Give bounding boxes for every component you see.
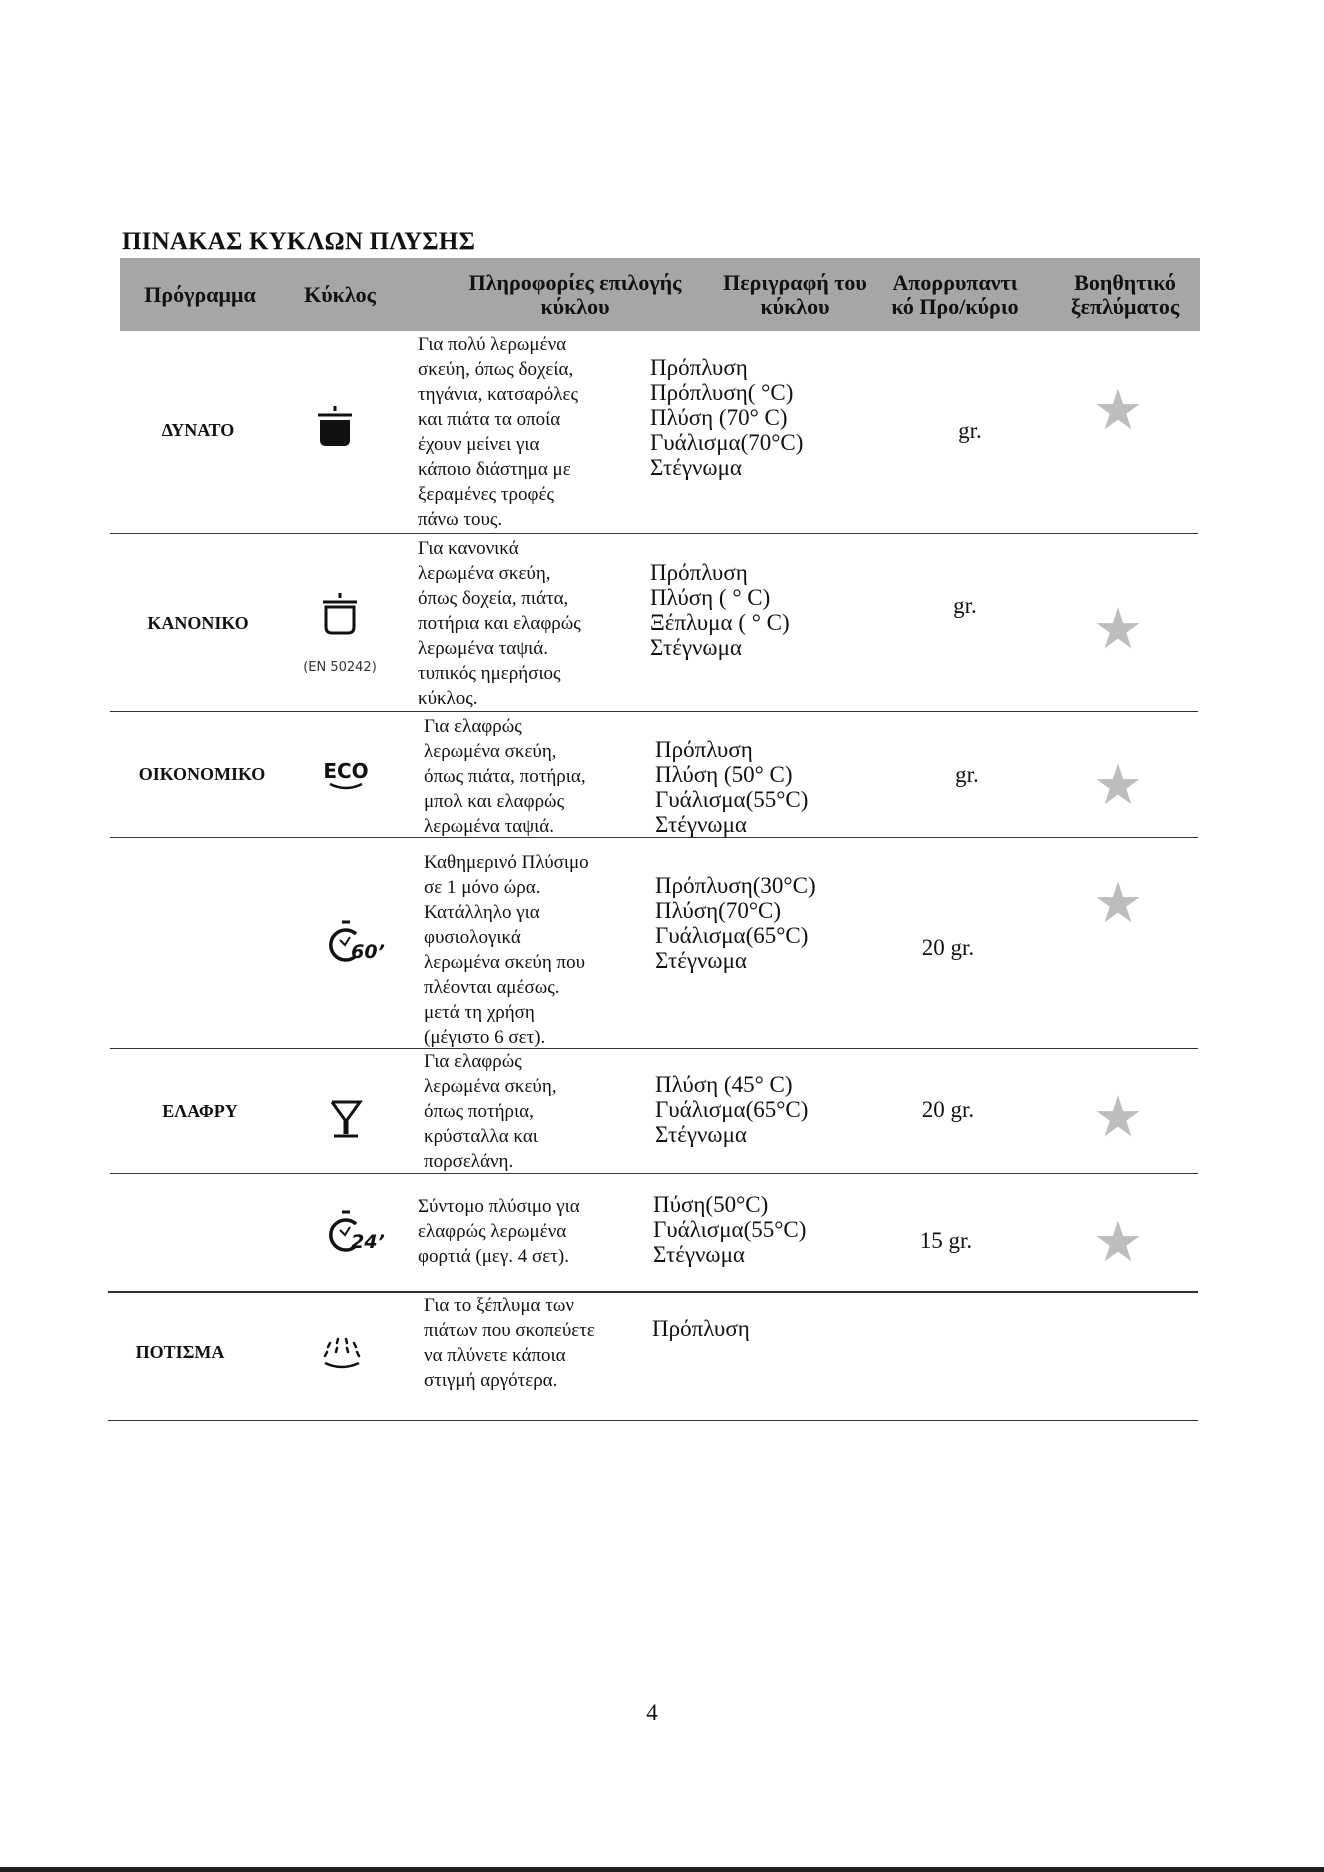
row-divider [110, 1048, 1198, 1049]
row-detergent: gr. [955, 762, 979, 787]
row-program: ΕΛΑΦΡΥ [162, 1101, 238, 1121]
row-program: ΔΥΝΑΤΟ [161, 420, 235, 440]
shower-icon [302, 1328, 382, 1378]
row-description: Πρόπλυση Πρόπλυση( °C) Πλύση (70° C) Γυάλισμα(70°C) Στέγνωμα [650, 355, 804, 480]
header-info: Πληροφορίες επιλογής κύκλου [468, 269, 682, 319]
standard-label: (EN 50242) [303, 660, 377, 675]
header-rinse-aid: Βοηθητικό ξεπλύματος [1070, 269, 1180, 319]
header-detergent: Απορρυπαντι κό Προ/κύριο [891, 269, 1019, 319]
row-description: Πρόπλυση(30°C) Πλύση(70°C) Γυάλισμα(65°C) Στέγνωμα [655, 873, 816, 973]
row-description: Πρόπλυση [652, 1316, 750, 1341]
svg-text:ECO: ECO [323, 759, 369, 783]
row-detergent: 15 gr. [919, 1228, 973, 1253]
row-detergent: 20 gr. [921, 935, 975, 960]
star-icon: ★ [1092, 1212, 1144, 1274]
row-info: Για ελαφρώς λερωμένα σκεύη, όπως πιάτα, ποτήρια, μπολ και ελαφρώς λερωμένα ταψιά. [424, 716, 586, 837]
row-divider [110, 711, 1198, 712]
star-icon: ★ [1092, 380, 1144, 442]
row-divider [108, 1291, 1198, 1293]
svg-text:24’: 24’ [351, 1231, 385, 1253]
row-description: Πρόπλυση Πλύση (50° C) Γυάλισμα(55°C) Στέγνωμα [655, 737, 809, 837]
page-title: ΠΙΝΑΚΑΣ ΚΥΚΛΩΝ ΠΛΥΣΗΣ [122, 228, 476, 255]
row-info: Καθημερινό Πλύσιμο σε 1 μόνο ώρα. Κατάλληλο για φυσιολογικά λερωμένα σκεύη που πλέονται αμέσως. μετά τη χρήση (μέγιστο 6 σετ). [424, 852, 589, 1048]
star-icon: ★ [1092, 599, 1144, 661]
row-program: ΠΟΤΙΣΜΑ [135, 1342, 225, 1362]
row-divider [108, 1420, 1198, 1421]
header-cycle: Κύκλος [304, 281, 376, 307]
star-icon: ★ [1092, 755, 1144, 817]
row-info: Για κανονικά λερωμένα σκεύη, όπως δοχεία, πιάτα, ποτήρια και ελαφρώς λερωμένα ταψιά. τυπικός ημερήσιος κύκλος. [418, 538, 581, 709]
header-description: Περιγραφή του κύκλου [723, 269, 867, 319]
row-divider [110, 533, 1198, 534]
table-header [120, 258, 1200, 331]
bottom-border [0, 1867, 1324, 1872]
page-number: 4 [646, 1700, 658, 1725]
row-info: Σύντομο πλύσιμο για ελαφρώς λερωμένα φορτιά (μεγ. 4 σετ). [418, 1196, 580, 1267]
row-info: Για πολύ λερωμένα σκεύη, όπως δοχεία, τηγάνια, κατσαρόλες και πιάτα τα οποία έχουν μείνει για κάποιο διάστημα με ξεραμένες τροφές πάνω τους. [418, 334, 578, 530]
star-icon: ★ [1092, 1087, 1144, 1149]
row-detergent: gr. [958, 418, 982, 443]
heavy-pot-icon [295, 402, 375, 452]
star-icon: ★ [1092, 873, 1144, 935]
row-description: Πλύση (45° C) Γυάλισμα(65°C) Στέγνωμα [655, 1072, 809, 1147]
row-info: Για το ξέπλυμα των πιάτων που σκοπεύετε να πλύνετε κάποια στιγμή αργότερα. [424, 1295, 595, 1391]
row-description: Πύση(50°C) Γυάλισμα(55°C) Στέγνωμα [653, 1192, 807, 1267]
timer-24-icon [316, 1208, 396, 1258]
row-info: Για ελαφρώς λερωμένα σκεύη, όπως ποτήρια, κρύσταλλα και πορσελάνη. [424, 1051, 557, 1172]
row-detergent: 20 gr. [921, 1097, 975, 1122]
row-detergent: gr. [953, 593, 977, 618]
eco-icon [306, 749, 386, 799]
row-divider [110, 1173, 1198, 1174]
timer-60-icon [316, 918, 396, 968]
row-description: Πρόπλυση Πλύση ( ° C) Ξέπλυμα ( ° C) Στέγνωμα [650, 560, 790, 660]
header-program: Πρόγραμμα [144, 281, 256, 307]
row-program: ΟΙΚΟΝΟΜΙΚΟ [138, 764, 266, 784]
svg-text:60’: 60’ [351, 941, 385, 963]
row-program: ΚΑΝΟΝΙΚΟ [147, 613, 249, 633]
normal-pot-icon [300, 590, 380, 640]
row-divider [110, 837, 1198, 838]
glass-icon [306, 1094, 386, 1144]
